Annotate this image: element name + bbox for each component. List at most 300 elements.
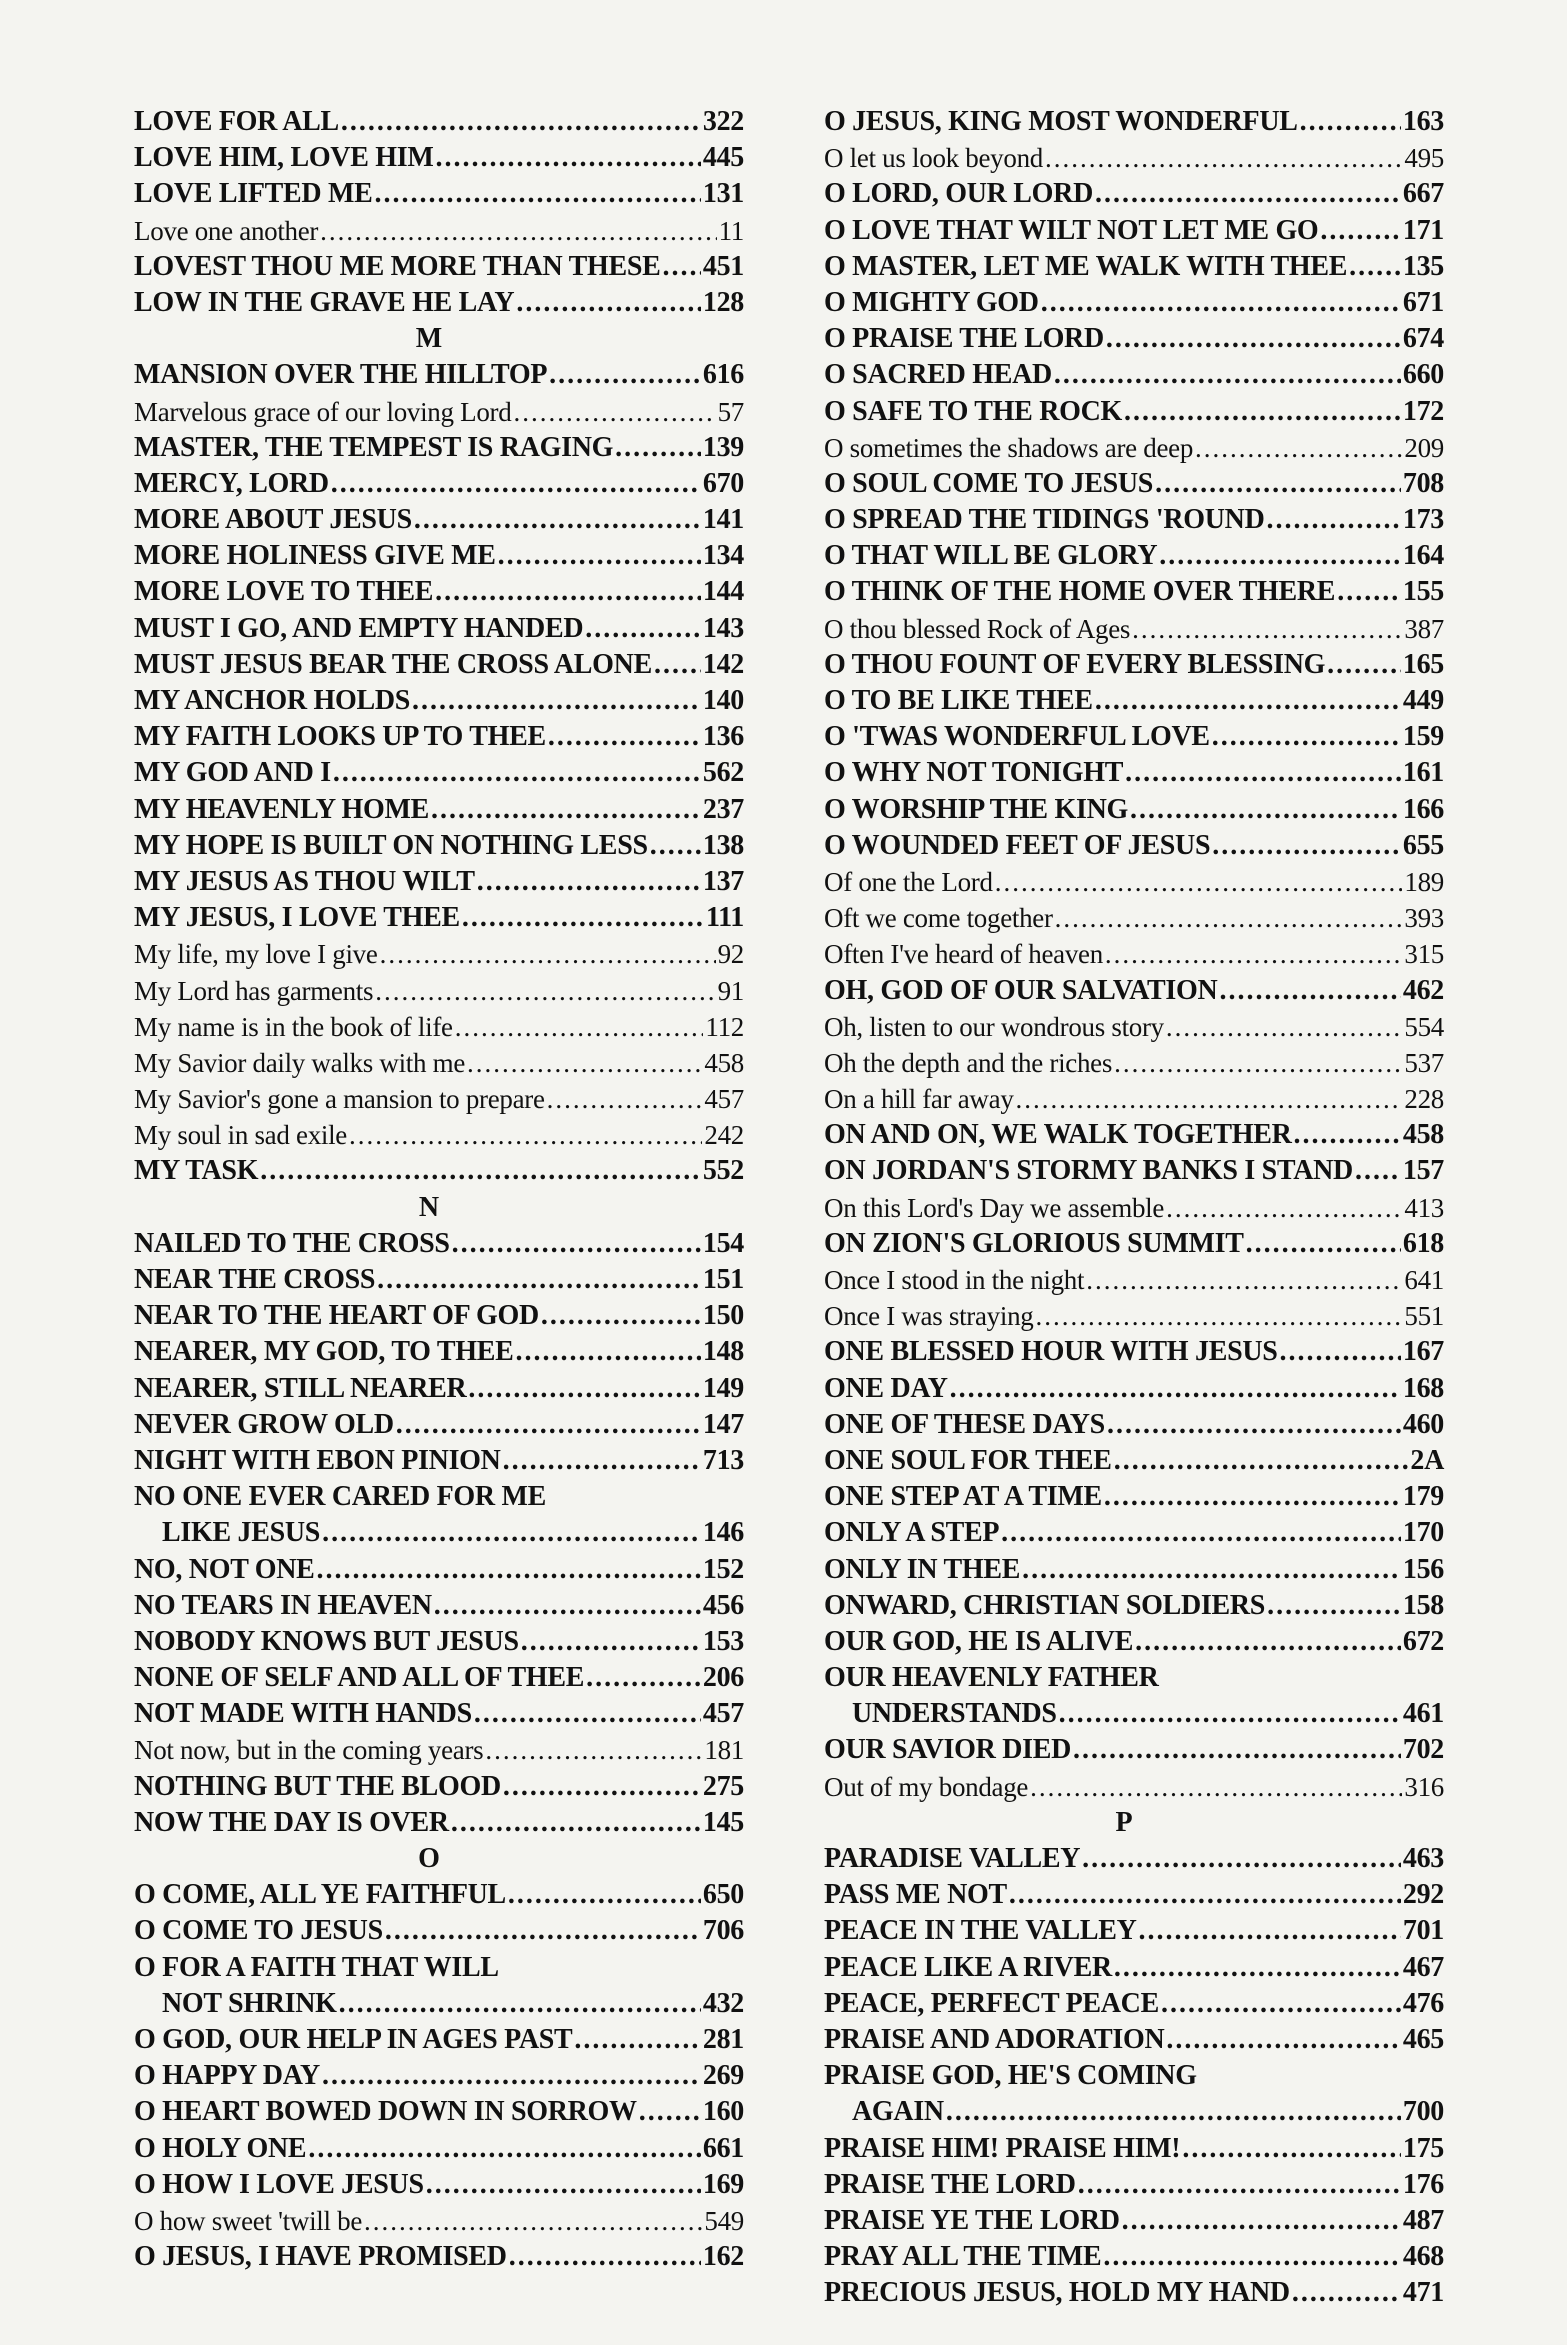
- hymn-title: MERCY, LORD: [134, 467, 329, 499]
- index-entry: [824, 1769, 1444, 1805]
- hymn-title: ONWARD, CHRISTIAN SOLDIERS: [824, 1589, 1266, 1621]
- index-entry: [134, 864, 744, 900]
- dot-leader: [1300, 104, 1401, 140]
- index-entry: [134, 2203, 744, 2239]
- hymn-title: MY HEAVENLY HOME: [134, 793, 429, 825]
- index-entry: [134, 683, 744, 719]
- hymn-number: 142: [702, 648, 744, 680]
- hymn-number: 495: [1404, 143, 1444, 174]
- index-entry: [824, 1986, 1444, 2022]
- hymn-title: NOW THE DAY IS OVER: [134, 1806, 449, 1838]
- hymn-number: 700: [1402, 2096, 1444, 2128]
- dot-leader: [435, 574, 701, 610]
- index-entry: [824, 2022, 1444, 2058]
- hymn-title: NO, NOT ONE: [134, 1553, 315, 1585]
- hymn-number: 393: [1404, 903, 1444, 934]
- index-entry: [134, 249, 744, 285]
- index-entry: [824, 1045, 1444, 1081]
- hymn-title: LIKE JESUS: [162, 1517, 321, 1549]
- index-entry: [134, 104, 744, 140]
- dot-leader: [1082, 1841, 1401, 1877]
- dot-leader: [320, 213, 716, 249]
- section-letter-heading: P: [1115, 1806, 1133, 1838]
- hymn-number: 487: [1402, 2204, 1444, 2236]
- hymn-number: 149: [702, 1372, 744, 1404]
- hymn-number: 161: [1402, 757, 1444, 789]
- hymn-number: 476: [1402, 1987, 1444, 2019]
- dot-leader: [509, 2239, 701, 2275]
- dot-leader: [650, 828, 701, 864]
- dot-leader: [1030, 1769, 1402, 1805]
- dot-leader: [1103, 2239, 1401, 2275]
- hymn-number: 674: [1402, 323, 1444, 355]
- hymn-title: MORE ABOUT JESUS: [134, 504, 412, 536]
- index-entry: [824, 1371, 1444, 1407]
- dot-leader: [513, 394, 715, 430]
- dot-leader: [375, 973, 715, 1009]
- index-entry: [134, 1769, 744, 1805]
- hymn-title: LOVE LIFTED ME: [134, 178, 373, 210]
- hymn-title: O WORSHIP THE KING: [824, 793, 1128, 825]
- index-entry: [134, 1081, 744, 1117]
- dot-leader: [333, 755, 701, 791]
- hymn-number: 151: [702, 1264, 744, 1295]
- index-entry: [824, 2131, 1444, 2167]
- dot-leader: [1035, 1298, 1402, 1334]
- index-entry: [134, 1407, 744, 1443]
- dot-leader: [380, 936, 716, 972]
- dot-leader: [654, 647, 701, 683]
- index-entry: [824, 611, 1444, 647]
- index-entry: [134, 1009, 744, 1045]
- hymn-number: 228: [1404, 1084, 1444, 1115]
- hymn-title: ONE OF THESE DAYS: [824, 1408, 1105, 1440]
- index-entry: [824, 1515, 1444, 1551]
- dot-leader: [462, 900, 704, 936]
- hymn-title: LOW IN THE GRAVE HE LAY: [134, 286, 515, 318]
- hymn-title: NOBODY KNOWS BUT JESUS: [134, 1625, 519, 1657]
- hymn-title: O 'TWAS WONDERFUL LOVE: [824, 721, 1210, 753]
- hymn-title-first-line: NO ONE EVER CARED FOR ME: [134, 1481, 547, 1513]
- hymn-title: Of one the Lord: [824, 866, 993, 897]
- index-entry: [134, 2022, 744, 2058]
- hymn-number: 206: [702, 1662, 744, 1694]
- section-letter-heading: M: [415, 323, 443, 355]
- index-entry: [824, 1117, 1444, 1153]
- hymn-title: My Savior daily walks with me: [134, 1047, 466, 1078]
- hymn-number: 2A: [1410, 1444, 1444, 1476]
- dot-leader: [1114, 1443, 1409, 1479]
- hymn-title: MY ANCHOR HOLDS: [134, 685, 411, 716]
- index-entry: [134, 2239, 744, 2275]
- hymn-title: OH, GOD OF OUR SALVATION: [824, 974, 1218, 1006]
- hymn-title: AGAIN: [852, 2096, 944, 2128]
- hymn-number: 145: [702, 1806, 744, 1838]
- hymn-number: 672: [1402, 1625, 1444, 1657]
- hymn-number: 667: [1402, 178, 1444, 210]
- hymn-number: 91: [717, 975, 744, 1006]
- index-entry: [134, 936, 744, 972]
- dot-leader: [498, 538, 701, 574]
- hymn-title: LOVE HIM, LOVE HIM: [134, 142, 434, 174]
- hymn-title: Not now, but in the coming years: [134, 1735, 484, 1766]
- dot-leader: [663, 249, 701, 285]
- hymn-title: O let us look beyond: [824, 143, 1043, 174]
- hymn-number: 661: [702, 2132, 744, 2164]
- index-entry: [824, 104, 1444, 140]
- dot-leader: [1016, 1081, 1403, 1117]
- hymn-title-first-line: OUR HEAVENLY FATHER: [824, 1662, 1159, 1694]
- index-entry: [134, 1515, 744, 1551]
- dot-leader: [1327, 647, 1401, 683]
- hymn-number: 150: [702, 1300, 744, 1332]
- index-entry: [134, 1552, 744, 1588]
- index-entry: [824, 1407, 1444, 1443]
- index-entry: [824, 213, 1444, 249]
- hymn-number: 111: [705, 902, 744, 934]
- hymn-title: My Lord has garments: [134, 975, 374, 1006]
- hymn-number: 650: [702, 1879, 744, 1911]
- index-entry: [824, 755, 1444, 791]
- hymn-title: Oh the depth and the riches: [824, 1047, 1113, 1078]
- hymn-title: On a hill far away: [824, 1084, 1014, 1115]
- hymn-number: 562: [702, 757, 744, 789]
- dot-leader: [1130, 792, 1401, 828]
- dot-leader: [1320, 213, 1400, 249]
- hymn-number: 189: [1404, 866, 1444, 897]
- hymn-number: 322: [702, 106, 744, 137]
- index-entry: [824, 973, 1444, 1009]
- hymn-number: 134: [702, 540, 744, 572]
- hymn-number: 11: [718, 215, 744, 246]
- hymn-title-first-line: O FOR A FAITH THAT WILL: [134, 1951, 499, 1983]
- dot-leader: [412, 683, 701, 719]
- hymn-title: O thou blessed Rock of Ages: [824, 613, 1131, 644]
- dot-leader: [364, 2203, 702, 2239]
- hymn-number: 713: [702, 1444, 744, 1476]
- index-entry: [824, 430, 1444, 466]
- hymn-number: 138: [702, 829, 744, 861]
- hymn-title-first-line: PRAISE GOD, HE'S COMING: [824, 2060, 1197, 2092]
- index-entry: [134, 1913, 744, 1949]
- hymn-title: PRECIOUS JESUS, HOLD MY HAND: [824, 2277, 1290, 2309]
- hymn-number: 461: [1402, 1698, 1444, 1730]
- hymn-title: ON AND ON, WE WALK TOGETHER: [824, 1119, 1292, 1151]
- index-entry: [134, 140, 744, 176]
- hymn-title: O COME, ALL YE FAITHFUL: [134, 1879, 506, 1911]
- index-entry: [824, 1153, 1444, 1189]
- index-entry: [134, 1443, 744, 1479]
- dot-leader: [1095, 683, 1401, 719]
- dot-leader: [1107, 1407, 1401, 1443]
- hymn-number: 173: [1402, 504, 1444, 536]
- hymn-number: 158: [1402, 1589, 1444, 1621]
- hymn-title: O THINK OF THE HOME OVER THERE: [824, 576, 1336, 608]
- hymn-title: OUR SAVIOR DIED: [824, 1734, 1072, 1766]
- dot-leader: [549, 357, 701, 393]
- hymn-title: On this Lord's Day we assemble: [824, 1192, 1165, 1223]
- hymn-number: 465: [1402, 2023, 1444, 2055]
- index-entry: [824, 538, 1444, 574]
- index-entry: [824, 900, 1444, 936]
- hymn-title: UNDERSTANDS: [852, 1698, 1057, 1730]
- dot-leader: [1267, 1588, 1401, 1624]
- hymn-number: 143: [702, 612, 744, 644]
- index-entry: [824, 176, 1444, 212]
- dot-leader: [308, 2131, 701, 2167]
- hymn-title: ON ZION'S GLORIOUS SUMMIT: [824, 1227, 1244, 1259]
- index-entry: [134, 1117, 744, 1153]
- hymn-number: 157: [1402, 1155, 1444, 1187]
- index-entry: [134, 176, 744, 212]
- dot-leader: [341, 104, 701, 140]
- hymn-number: 156: [1402, 1553, 1444, 1585]
- hymn-title: O WOUNDED FEET OF JESUS: [824, 829, 1211, 861]
- dot-leader: [468, 1371, 700, 1407]
- hymn-title: O THOU FOUNT OF EVERY BLESSING: [824, 648, 1326, 680]
- hymn-title: MASTER, THE TEMPEST IS RAGING: [134, 431, 614, 463]
- hymn-title: O SAFE TO THE ROCK: [824, 395, 1123, 427]
- dot-leader: [377, 1262, 701, 1298]
- index-entry: [134, 1334, 744, 1370]
- dot-leader: [317, 1552, 701, 1588]
- index-entry: [134, 973, 744, 1009]
- hymn-number: 168: [1402, 1372, 1444, 1404]
- hymn-title: Once I was straying: [824, 1301, 1034, 1332]
- hymn-title: MY GOD AND I: [134, 757, 331, 789]
- hymn-title: OUR GOD, HE IS ALIVE: [824, 1625, 1134, 1657]
- hymn-number: 281: [702, 2023, 744, 2055]
- hymn-title: MUST I GO, AND EMPTY HANDED: [134, 612, 584, 644]
- dot-leader: [1135, 1624, 1401, 1660]
- hymn-number: 456: [702, 1589, 744, 1621]
- dot-leader: [375, 176, 701, 212]
- dot-leader: [396, 1407, 701, 1443]
- hymn-title: NOT SHRINK: [162, 1987, 337, 2019]
- hymn-number: 554: [1404, 1011, 1444, 1042]
- hymn-title: Love one another: [134, 215, 319, 246]
- dot-leader: [516, 285, 701, 321]
- dot-leader: [548, 719, 701, 755]
- index-entry: [134, 1986, 744, 2022]
- dot-leader: [1267, 502, 1401, 538]
- hymn-title: Oh, listen to our wondrous story: [824, 1011, 1164, 1042]
- hymn-title: PARADISE VALLEY: [824, 1843, 1081, 1874]
- index-entry: [824, 1298, 1444, 1334]
- hymn-number: 135: [1402, 250, 1444, 282]
- index-entry: [134, 213, 744, 249]
- index-entry: [824, 1624, 1444, 1660]
- dot-leader: [585, 611, 701, 647]
- index-entry: [824, 1552, 1444, 1588]
- index-entry: [824, 140, 1444, 176]
- hymn-number: 237: [702, 793, 744, 825]
- dot-leader: [1212, 719, 1401, 755]
- hymn-title: PASS ME NOT: [824, 1879, 1007, 1911]
- index-entry: [134, 1588, 744, 1624]
- dot-leader: [260, 1153, 701, 1189]
- hymn-number: 159: [1402, 721, 1444, 753]
- hymn-title: Marvelous grace of our loving Lord: [134, 396, 512, 427]
- index-entry: [824, 1588, 1444, 1624]
- hymn-number: 449: [1402, 685, 1444, 716]
- hymn-title: O HAPPY DAY: [134, 2060, 320, 2092]
- dot-leader: [1105, 936, 1402, 972]
- hymn-title: PEACE, PERFECT PEACE: [824, 1987, 1159, 2019]
- dot-leader: [1095, 176, 1401, 212]
- hymn-number: 292: [1402, 1879, 1444, 1911]
- dot-leader: [322, 1515, 701, 1551]
- hymn-number: 169: [702, 2168, 744, 2200]
- hymn-number: 112: [705, 1011, 744, 1042]
- dot-leader: [547, 1081, 703, 1117]
- index-column-right: [824, 104, 1444, 2311]
- hymn-title: ONE BLESSED HOUR WITH JESUS: [824, 1336, 1278, 1368]
- hymn-title: My name is in the book of life: [134, 1011, 453, 1042]
- hymn-title: ONLY A STEP: [824, 1517, 1000, 1549]
- dot-leader: [615, 430, 701, 466]
- dot-leader: [426, 2167, 701, 2203]
- dot-leader: [503, 1769, 701, 1805]
- hymn-title: NEAR TO THE HEART OF GOD: [134, 1300, 539, 1332]
- index-entry: [134, 285, 744, 321]
- dot-leader: [451, 1805, 701, 1841]
- dot-leader: [1078, 2167, 1401, 2203]
- hymn-title: PRAISE YE THE LORD: [824, 2204, 1120, 2236]
- hymn-number: 552: [702, 1155, 744, 1187]
- index-entry: [134, 2058, 744, 2094]
- dot-leader: [1104, 1479, 1401, 1515]
- index-entry: [824, 1913, 1444, 1949]
- hymn-title: MY HOPE IS BUILT ON NOTHING LESS: [134, 829, 648, 861]
- hymn-title: O SACRED HEAD: [824, 359, 1052, 391]
- dot-leader: [467, 1045, 702, 1081]
- index-entry: [824, 719, 1444, 755]
- hymn-title: O GOD, OUR HELP IN AGES PAST: [134, 2023, 573, 2055]
- hymn-number: 701: [1402, 1915, 1444, 1947]
- hymn-number: 176: [1402, 2168, 1444, 2200]
- dot-leader: [1009, 1877, 1401, 1913]
- hymn-number: 671: [1402, 286, 1444, 318]
- hymn-number: 163: [1402, 106, 1444, 137]
- hymn-title: O MIGHTY GOD: [824, 286, 1039, 318]
- dot-leader: [1292, 2275, 1401, 2311]
- hymn-number: 451: [702, 250, 744, 282]
- hymn-number: 162: [702, 2241, 744, 2273]
- hymn-number: 144: [702, 576, 744, 608]
- index-entry: [824, 1334, 1444, 1370]
- index-entry: [824, 1696, 1444, 1732]
- dot-leader: [508, 1877, 701, 1913]
- hymn-number: 432: [702, 1987, 744, 2019]
- dot-leader: [1073, 1732, 1401, 1768]
- hymn-number: 316: [1404, 1771, 1444, 1802]
- hymn-title: My soul in sad exile: [134, 1120, 347, 1151]
- dot-leader: [541, 1298, 701, 1334]
- hymn-title: O SOUL COME TO JESUS: [824, 467, 1154, 499]
- dot-leader: [1280, 1334, 1401, 1370]
- hymn-number: 616: [702, 359, 744, 391]
- dot-leader: [950, 1371, 1401, 1407]
- index-entry: [134, 1371, 744, 1407]
- hymn-title: O LORD, OUR LORD: [824, 178, 1093, 210]
- dot-leader: [385, 1913, 701, 1949]
- dot-leader: [1114, 1045, 1402, 1081]
- dot-leader: [1001, 1515, 1401, 1551]
- dot-leader: [1139, 1913, 1401, 1949]
- dot-leader: [1055, 900, 1403, 936]
- index-entry: [134, 1262, 744, 1298]
- hymn-number: 468: [1402, 2241, 1444, 2273]
- hymn-title: O WHY NOT TONIGHT: [824, 757, 1124, 789]
- dot-leader: [1125, 755, 1401, 791]
- dot-leader: [1166, 1009, 1403, 1045]
- hymn-number: 147: [702, 1408, 744, 1440]
- dot-leader: [1122, 2203, 1401, 2239]
- index-entry: [134, 792, 744, 828]
- index-entry: [824, 574, 1444, 610]
- hymn-number: 462: [1402, 974, 1444, 1006]
- dot-leader: [1212, 828, 1401, 864]
- index-entry: [134, 828, 744, 864]
- dot-leader: [1124, 394, 1401, 430]
- hymn-title: NEARER, STILL NEARER: [134, 1372, 467, 1404]
- index-entry: [824, 1443, 1444, 1479]
- hymn-number: 165: [1402, 648, 1444, 680]
- index-entry: [134, 394, 744, 430]
- dot-leader: [1114, 1950, 1401, 1986]
- index-entry: [824, 647, 1444, 683]
- index-entry: [824, 2167, 1444, 2203]
- hymn-number: 242: [704, 1120, 744, 1151]
- dot-leader: [503, 1443, 701, 1479]
- index-entry: [134, 1732, 744, 1768]
- hymn-title: ON JORDAN'S STORMY BANKS I STAND: [824, 1155, 1353, 1187]
- hymn-title: ONE STEP AT A TIME: [824, 1481, 1102, 1513]
- hymn-title: O PRAISE THE LORD: [824, 323, 1104, 355]
- index-entry: [824, 285, 1444, 321]
- hymn-number: 140: [702, 685, 744, 716]
- hymn-number: 460: [1402, 1408, 1444, 1440]
- hymn-title: ONE DAY: [824, 1372, 948, 1404]
- dot-leader: [1219, 973, 1400, 1009]
- hymn-title: ONE SOUL FOR THEE: [824, 1444, 1112, 1476]
- index-entry: [824, 357, 1444, 393]
- index-entry: [824, 1226, 1444, 1262]
- index-entry: [824, 2094, 1444, 2130]
- dot-leader: [1349, 249, 1401, 285]
- index-entry: [824, 1877, 1444, 1913]
- hymn-title: PRAISE THE LORD: [824, 2168, 1076, 2200]
- index-entry: [134, 357, 744, 393]
- hymn-number: 209: [1404, 432, 1444, 463]
- hymn-title: MY FAITH LOOKS UP TO THEE: [134, 721, 546, 753]
- hymn-number: 641: [1404, 1265, 1444, 1295]
- dot-leader: [1166, 2022, 1400, 2058]
- hymn-number: 131: [702, 178, 744, 210]
- dot-leader: [339, 1986, 701, 2022]
- hymn-number: 708: [1402, 467, 1444, 499]
- dot-leader: [1041, 285, 1401, 321]
- hymn-title: O HOW I LOVE JESUS: [134, 2168, 424, 2200]
- index-entry: [824, 1841, 1444, 1877]
- hymn-number: 618: [1402, 1227, 1444, 1259]
- hymn-number: 137: [702, 865, 744, 897]
- index-entry: [134, 538, 744, 574]
- hymn-number: 702: [1402, 1734, 1444, 1766]
- index-entry: [134, 502, 744, 538]
- index-entry: [134, 574, 744, 610]
